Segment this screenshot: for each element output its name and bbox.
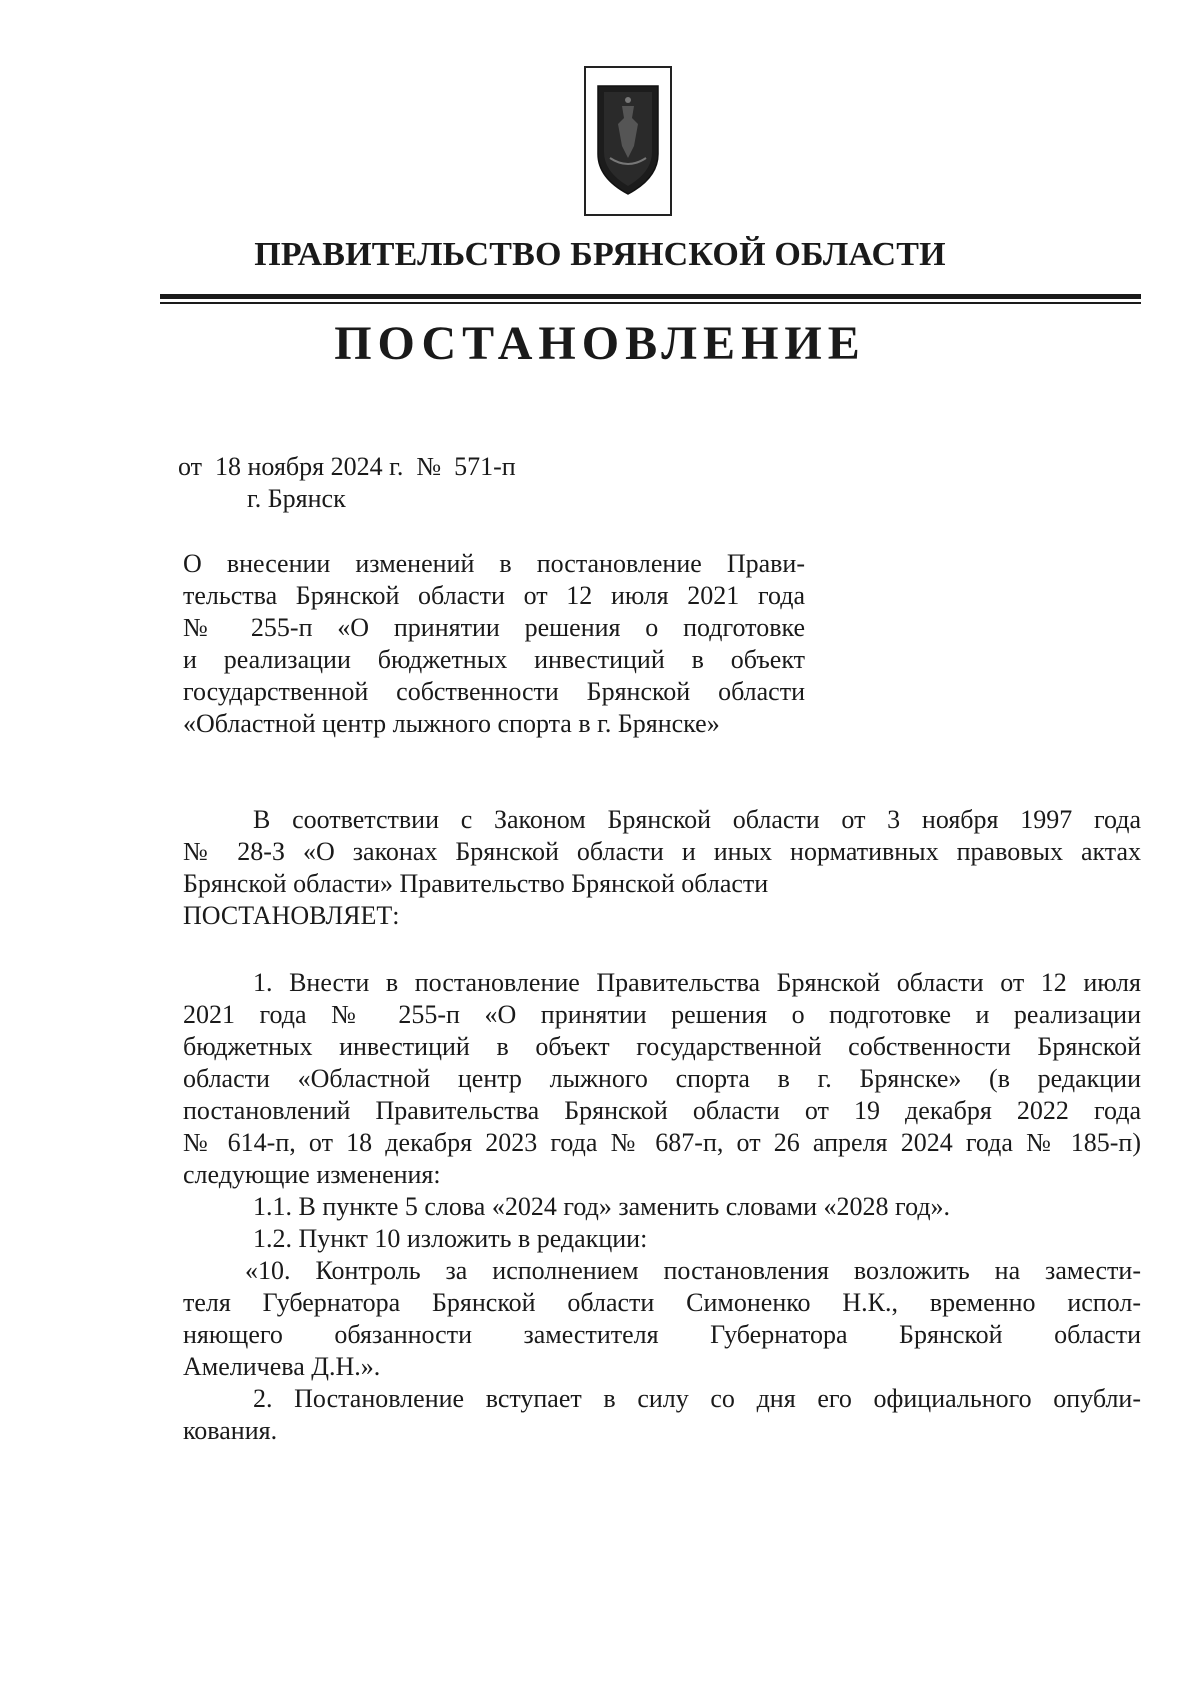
- clause-line: бюджетных инвестиций в объект государственной собственности Брянской: [183, 1032, 1141, 1061]
- clause-line: 1.2. Пункт 10 изложить в редакции:: [253, 1224, 648, 1253]
- header-rule-thick: [160, 294, 1141, 299]
- organization-title: ПРАВИТЕЛЬСТВО БРЯНСКОЙ ОБЛАСТИ: [254, 236, 946, 273]
- preamble-resolves: ПОСТАНОВЛЯЕТ:: [183, 901, 400, 930]
- clause-line: 2. Постановление вступает в силу со дня его официального опубли-: [253, 1384, 1141, 1413]
- clause-line: 2021 года № 255-п «О принятии решения о подготовке и реализации: [183, 1000, 1141, 1029]
- subject-line: «Областной центр лыжного спорта в г. Брянске»: [183, 709, 720, 738]
- subject-line: государственной собственности Брянской области: [183, 677, 805, 706]
- clause-line: 1.1. В пункте 5 слова «2024 год» заменить словами «2028 год».: [253, 1192, 951, 1221]
- preamble-line: № 28-З «О законах Брянской области и иных нормативных правовых актах: [183, 837, 1141, 866]
- subject-line: № 255-п «О принятии решения о подготовке: [183, 613, 805, 642]
- clause-line: теля Губернатора Брянской области Симоненко Н.К., временно испол-: [183, 1288, 1141, 1317]
- document-type-heading: ПОСТАНОВЛЕНИЕ: [334, 317, 866, 370]
- clause-line: № 614-п, от 18 декабря 2023 года № 687-п, от 26 апреля 2024 года № 185-п): [183, 1128, 1141, 1157]
- subject-line: О внесении изменений в постановление Прави-: [183, 549, 805, 578]
- clause-line: постановлений Правительства Брянской области от 19 декабря 2022 года: [183, 1096, 1141, 1125]
- document-preamble: [183, 804, 1141, 932]
- document-subject: [183, 548, 805, 740]
- document-date-number: от 18 ноября 2024 г. № 571-п: [178, 452, 516, 481]
- document-city: г. Брянск: [247, 484, 346, 513]
- preamble-line: В соответствии с Законом Брянской области от 3 ноября 1997 года: [253, 805, 1141, 834]
- coat-of-arms-icon: [584, 66, 672, 216]
- document-clauses: [183, 967, 1141, 1447]
- subject-line: и реализации бюджетных инвестиций в объект: [183, 645, 805, 674]
- clause-line: няющего обязанности заместителя Губернатора Брянской области: [183, 1320, 1141, 1349]
- header-rule-thin: [160, 302, 1141, 304]
- clause-line: области «Областной центр лыжного спорта в г. Брянске» (в редакции: [183, 1064, 1141, 1093]
- subject-line: тельства Брянской области от 12 июля 2021 года: [183, 581, 805, 610]
- preamble-line: Брянской области» Правительство Брянской области: [183, 869, 769, 898]
- clause-line: 1. Внести в постановление Правительства Брянской области от 12 июля: [253, 968, 1141, 997]
- clause-line: кования.: [183, 1416, 278, 1445]
- clause-line: следующие изменения:: [183, 1160, 441, 1189]
- clause-line: Амеличева Д.Н.».: [183, 1352, 381, 1381]
- clause-line: «10. Контроль за исполнением постановления возложить на замести-: [245, 1256, 1141, 1285]
